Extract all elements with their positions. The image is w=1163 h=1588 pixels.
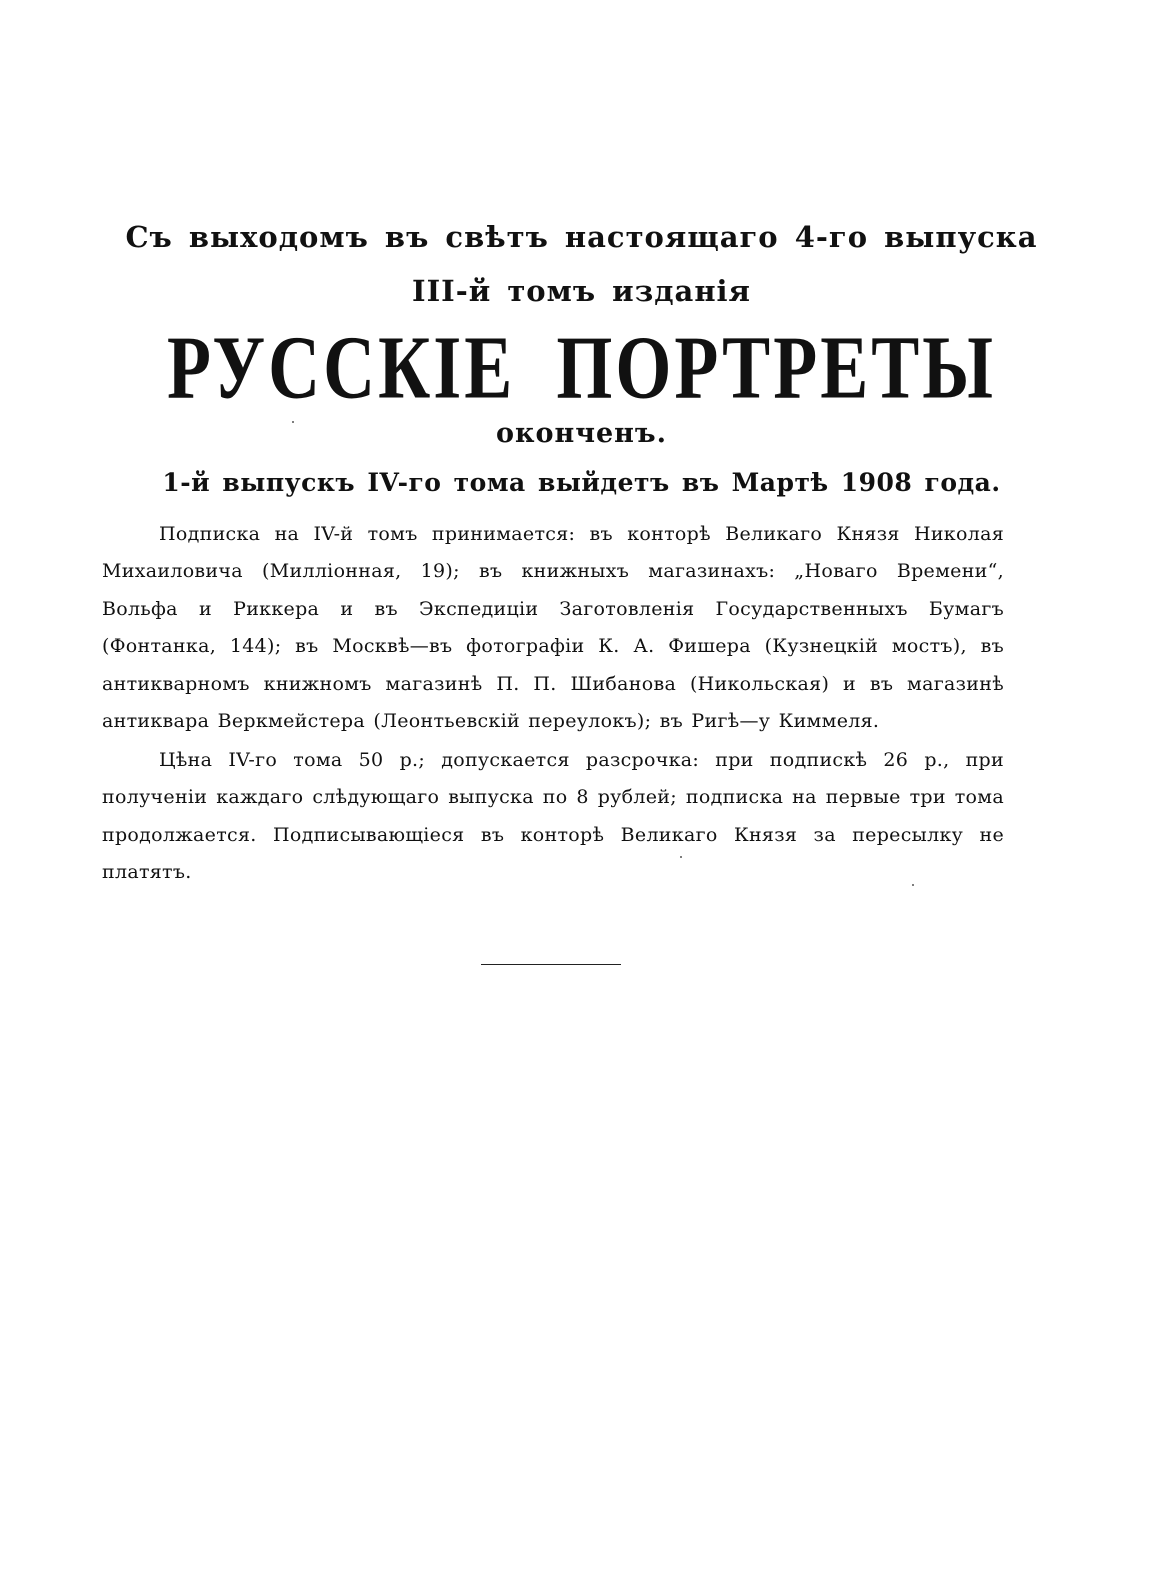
- subscription-paragraph: Подписка на IV-й томъ принимается: въ конторѣ Великаго Князя Николая Михаиловича (Милліонная, 19); въ книжныхъ магазинахъ: „Новаго Времени“, Вольфа и Риккера и въ Экспедиціи Заготовленія Государственныхъ Бумагъ (Фонтанка, 144); въ Москвѣ—въ фотографіи К. А. Фишера (Кузнецкій мостъ), въ антикварномъ книжномъ магазинѣ П. П. Шибанова (Никольская) и въ магазинѣ антиквара Веркмейстера (Леонтьевскій переулокъ); въ Ригѣ—у Киммеля.: [102, 523, 1004, 733]
- print-speck: [292, 421, 294, 423]
- release-date-line: 1-й выпускъ IV-го тома выйдетъ въ Мартѣ 1908 года.: [162, 468, 1001, 497]
- print-speck: [680, 856, 682, 858]
- headline-line-2: III-й томъ изданія: [412, 274, 751, 308]
- completion-line: оконченъ.: [495, 418, 668, 449]
- closing-rule: [481, 964, 621, 965]
- publication-title: РУССКІЕ ПОРТРЕТЫ: [167, 317, 996, 418]
- price-paragraph: Цѣна IV-го тома 50 р.; допускается разсрочка: при подпискѣ 26 р., при полученіи каждаго слѣдующаго выпуска по 8 рублей; подписка на первые три тома продолжается. Подписывающіеся въ конторѣ Великаго Князя за пересылку не платятъ.: [102, 749, 1004, 884]
- headline-line-1: Съ выходомъ въ свѣтъ настоящаго 4-го выпуска: [125, 220, 1038, 254]
- print-speck: [912, 884, 914, 886]
